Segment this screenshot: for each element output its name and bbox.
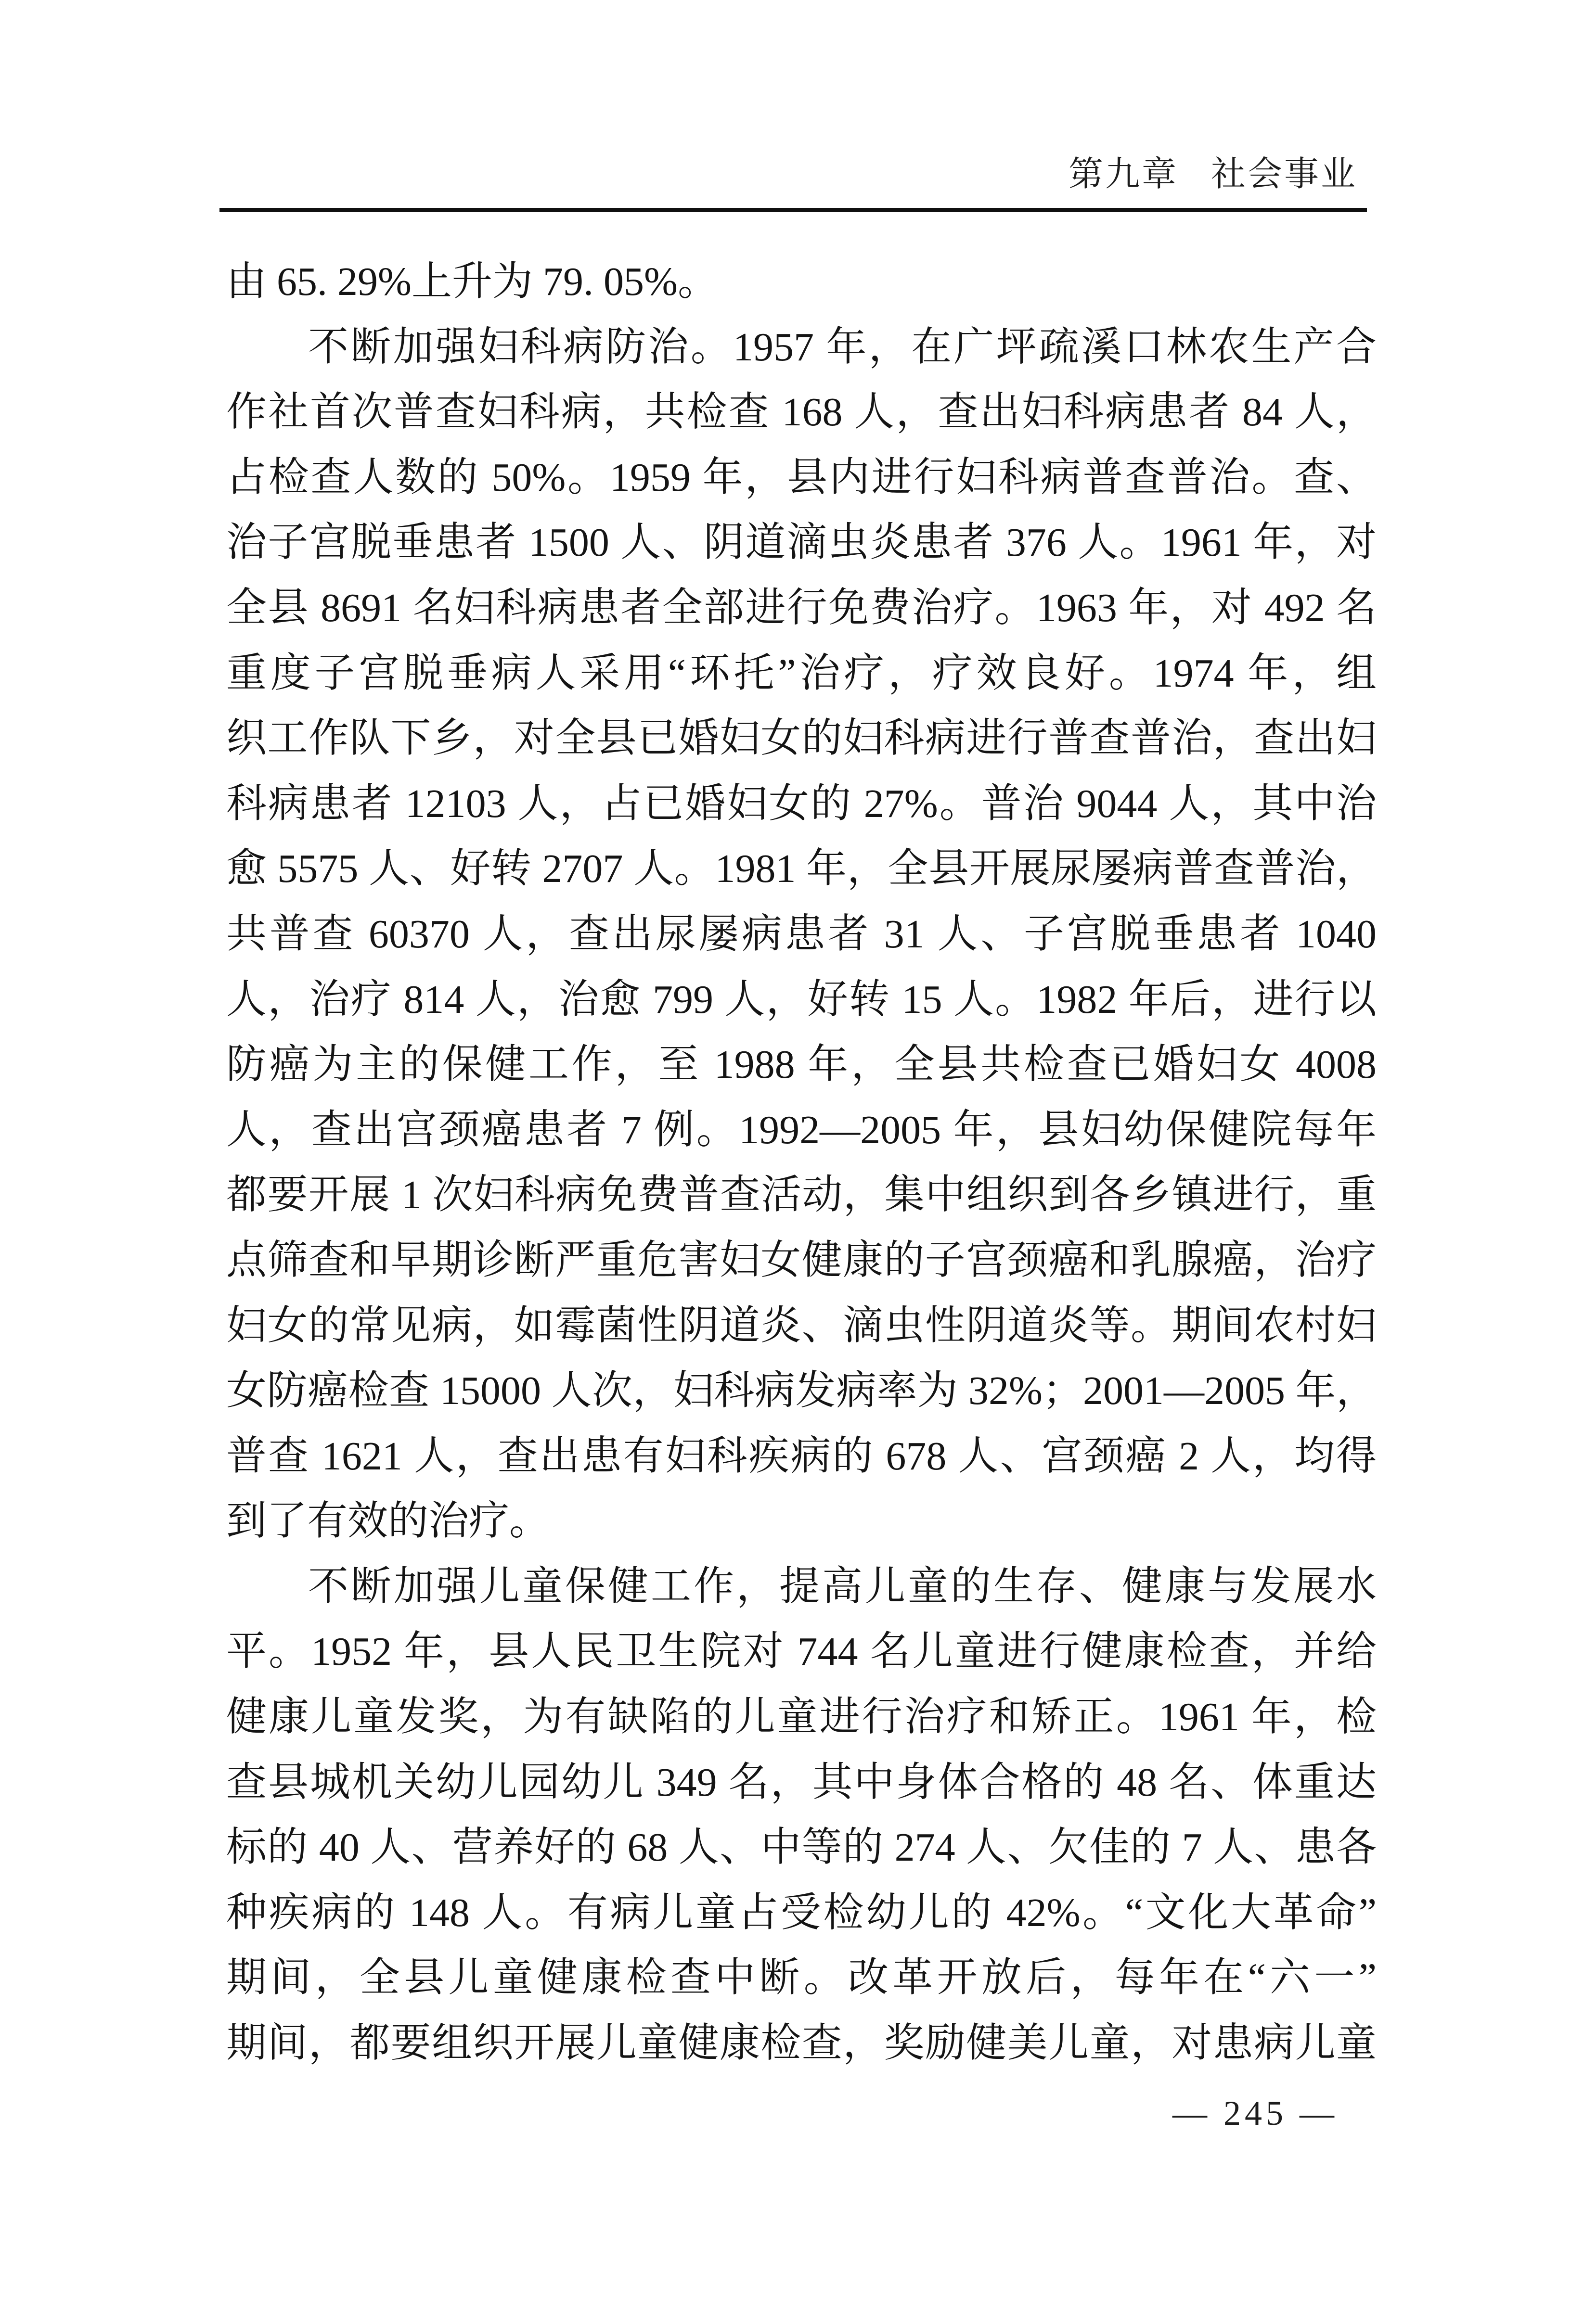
chapter-label: 第九章 xyxy=(1068,155,1178,193)
text-line: 防癌为主的保健工作，至 1988 年，全县共检查已婚妇女 4008 xyxy=(226,1042,1377,1087)
text-line: 不断加强儿童保健工作，提高儿童的生存、健康与发展水 xyxy=(308,1564,1377,1609)
text-line: 织工作队下乡，对全县已婚妇女的妇科病进行普查普治，查出妇 xyxy=(226,716,1377,761)
body-text xyxy=(226,249,1377,2076)
text-line: 期间，全县儿童健康检查中断。改革开放后，每年在“六一” xyxy=(226,1955,1377,2001)
text-line: 标的 40 人、营养好的 68 人、中等的 274 人、欠佳的 7 人、患各 xyxy=(226,1825,1377,1870)
header-rule xyxy=(219,208,1367,212)
text-line: 不断加强妇科病防治。1957 年，在广坪疏溪口林农生产合 xyxy=(308,324,1377,370)
page-number: — 245 — xyxy=(1172,2094,1338,2132)
text-line: 都要开展 1 次妇科病免费普查活动，集中组织到各乡镇进行，重 xyxy=(226,1173,1377,1218)
text-line: 健康儿童发奖，为有缺陷的儿童进行治疗和矫正。1961 年，检 xyxy=(226,1695,1377,1740)
text-line: 人，查出宫颈癌患者 7 例。1992—2005 年，县妇幼保健院每年 xyxy=(226,1107,1377,1152)
text-line: 点筛查和早期诊断严重危害妇女健康的子宫颈癌和乳腺癌，治疗 xyxy=(226,1238,1377,1283)
text-line: 全县 8691 名妇科病患者全部进行免费治疗。1963 年，对 492 名 xyxy=(226,585,1377,630)
text-line: 到了有效的治疗。 xyxy=(226,1499,550,1544)
text-line: 由 65. 29%上升为 79. 05%。 xyxy=(226,259,718,304)
text-line: 作社首次普查妇科病，共检查 168 人，查出妇科病患者 84 人， xyxy=(226,390,1377,435)
text-line: 查县城机关幼儿园幼儿 349 名，其中身体合格的 48 名、体重达 xyxy=(226,1760,1377,1805)
text-line: 占检查人数的 50%。1959 年，县内进行妇科病普查普治。查、 xyxy=(226,455,1377,500)
text-line: 治子宫脱垂患者 1500 人、阴道滴虫炎患者 376 人。1961 年，对 xyxy=(226,520,1377,565)
text-line: 科病患者 12103 人，占已婚妇女的 27%。普治 9044 人，其中治 xyxy=(226,781,1377,826)
text-line: 普查 1621 人，查出患有妇科疾病的 678 人、宫颈癌 2 人，均得 xyxy=(226,1433,1377,1479)
section-label: 社会事业 xyxy=(1210,155,1357,193)
text-line: 种疾病的 148 人。有病儿童占受检幼儿的 42%。“文化大革命” xyxy=(226,1890,1377,1935)
text-line: 共普查 60370 人，查出尿屡病患者 31 人、子宫脱垂患者 1040 xyxy=(226,911,1377,957)
text-line: 愈 5575 人、好转 2707 人。1981 年，全县开展尿屡病普查普治， xyxy=(226,846,1377,892)
text-line: 女防癌检查 15000 人次，妇科病发病率为 32%；2001—2005 年， xyxy=(226,1368,1377,1414)
text-line: 重度子宫脱垂病人采用“环托”治疗，疗效良好。1974 年，组 xyxy=(226,651,1377,696)
text-line: 期间，都要组织开展儿童健康检查，奖励健美儿童，对患病儿童 xyxy=(226,2021,1377,2066)
text-line: 平。1952 年，县人民卫生院对 744 名儿童进行健康检查，并给 xyxy=(226,1629,1377,1674)
running-header xyxy=(1069,155,1357,193)
text-line: 人，治疗 814 人，治愈 799 人，好转 15 人。1982 年后，进行以 xyxy=(226,977,1377,1022)
text-line: 妇女的常见病，如霉菌性阴道炎、滴虫性阴道炎等。期间农村妇 xyxy=(226,1303,1377,1348)
